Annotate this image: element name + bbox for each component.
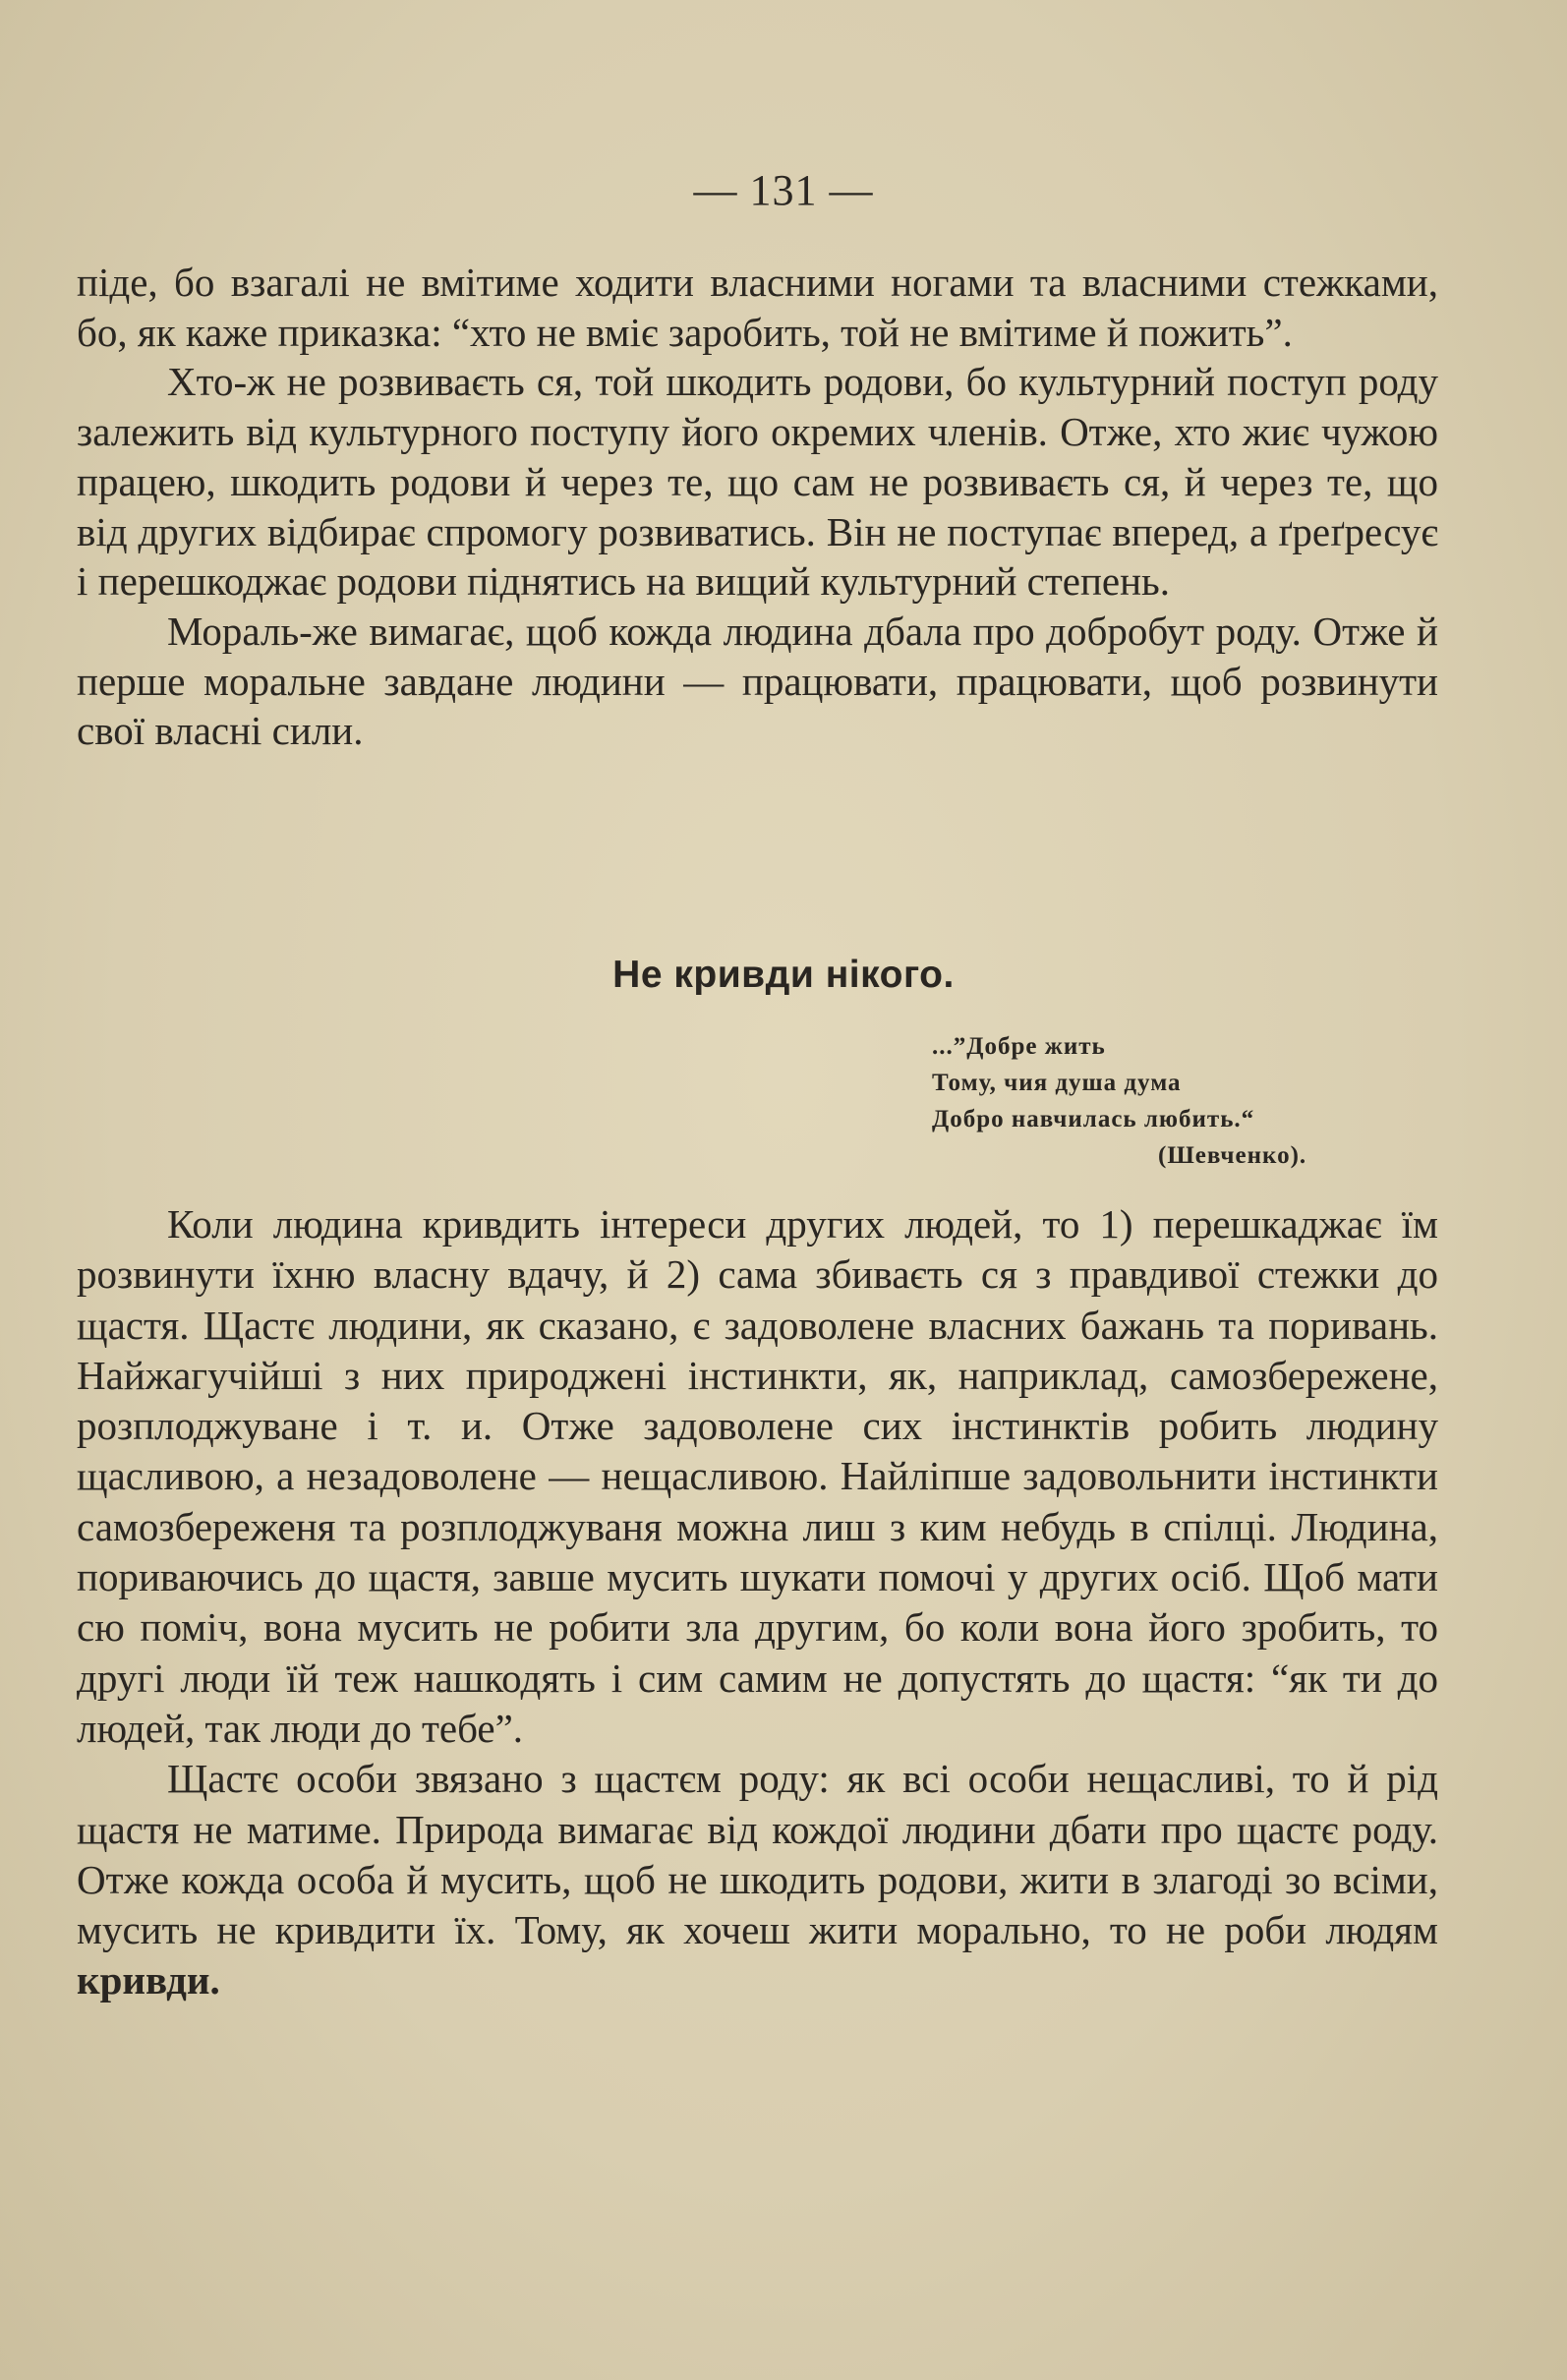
epigraph-author: (Шевченко). [1158, 1142, 1307, 1169]
paragraph: Хто-ж не розвиваєть ся, той шкодить родови, бо культурний поступ роду залежить від культурного поступу його окремих членів. Отже, хто жиє чужою працею, шкодить родови й через те, що сам не розвиваєть ся, й через те, що від других відбирає спромогу розвиватись. Він не поступає вперед, а ґреґресує і перешкоджає родови піднятись на вищий культурний степень. [77, 359, 1438, 605]
epigraph-line: Тому, чия душа дума [932, 1070, 1182, 1096]
section-heading: Не кривди нікого. [612, 954, 955, 996]
section-1-text [77, 258, 1438, 756]
epigraph-line: ...”Добре жить [932, 1033, 1106, 1060]
page-number: — 131 — [693, 166, 874, 214]
section-2-text [77, 1199, 1438, 2006]
emphasis-text: кривди. [77, 1957, 220, 2003]
epigraph-line: Добро навчилась любить.“ [932, 1106, 1255, 1132]
epigraph [932, 1028, 1306, 1174]
paragraph-text: Щастє особи звязано з щастєм роду: як всі особи нещасливі, то й рід щастя не матиме. Природа вимагає від кождої людини дбати про щастє роду. Отже кожда особа й мусить, щоб не шкодить родови, жити в злагоді зо всіми, мусить не кривдити їх. Тому, як хочеш жити морально, то не роби людям [77, 1756, 1438, 1953]
paragraph: Коли людина кривдить інтереси других людей, то 1) перешкаджає їм розвинути їхню власну вдачу, й 2) сама збиваєть ся з правдивої стежки до щастя. Щастє людини, як сказано, є задоволене власних бажань та поривань. Найжагучійші з них природжені інстинкти, як, наприклад, самозбережене, розплоджуване і т. и. Отже задоволене сих інстинктів робить людину щасливою, а незадоволене — нещасливою. Найліпше задовольнити інстинкти самозбереженя та розплоджуваня можна лиш з ким небудь в спілці. Людина, пориваючись до щастя, завше мусить шукати помочі у других осіб. Щоб мати сю поміч, вона мусить не робити зла другим, бо коли вона його зробить, то другі люди їй теж нашкодять і сим самим не допустять до щастя: “як ти до людей, так люди до тебе”. [77, 1201, 1438, 1751]
paragraph: Мораль-же вимагає, щоб кожда людина дбала про добробут роду. Отже й перше моральне завдане людини — працювати, працювати, щоб розвинути свої власні сили. [77, 608, 1438, 754]
paragraph-last [77, 1754, 1438, 2005]
paragraph: піде, бо взагалі не вмітиме ходити власними ногами та власними стежками, бо, як каже приказка: “хто не вміє заробить, той не вмітиме й пожить”. [77, 260, 1438, 355]
